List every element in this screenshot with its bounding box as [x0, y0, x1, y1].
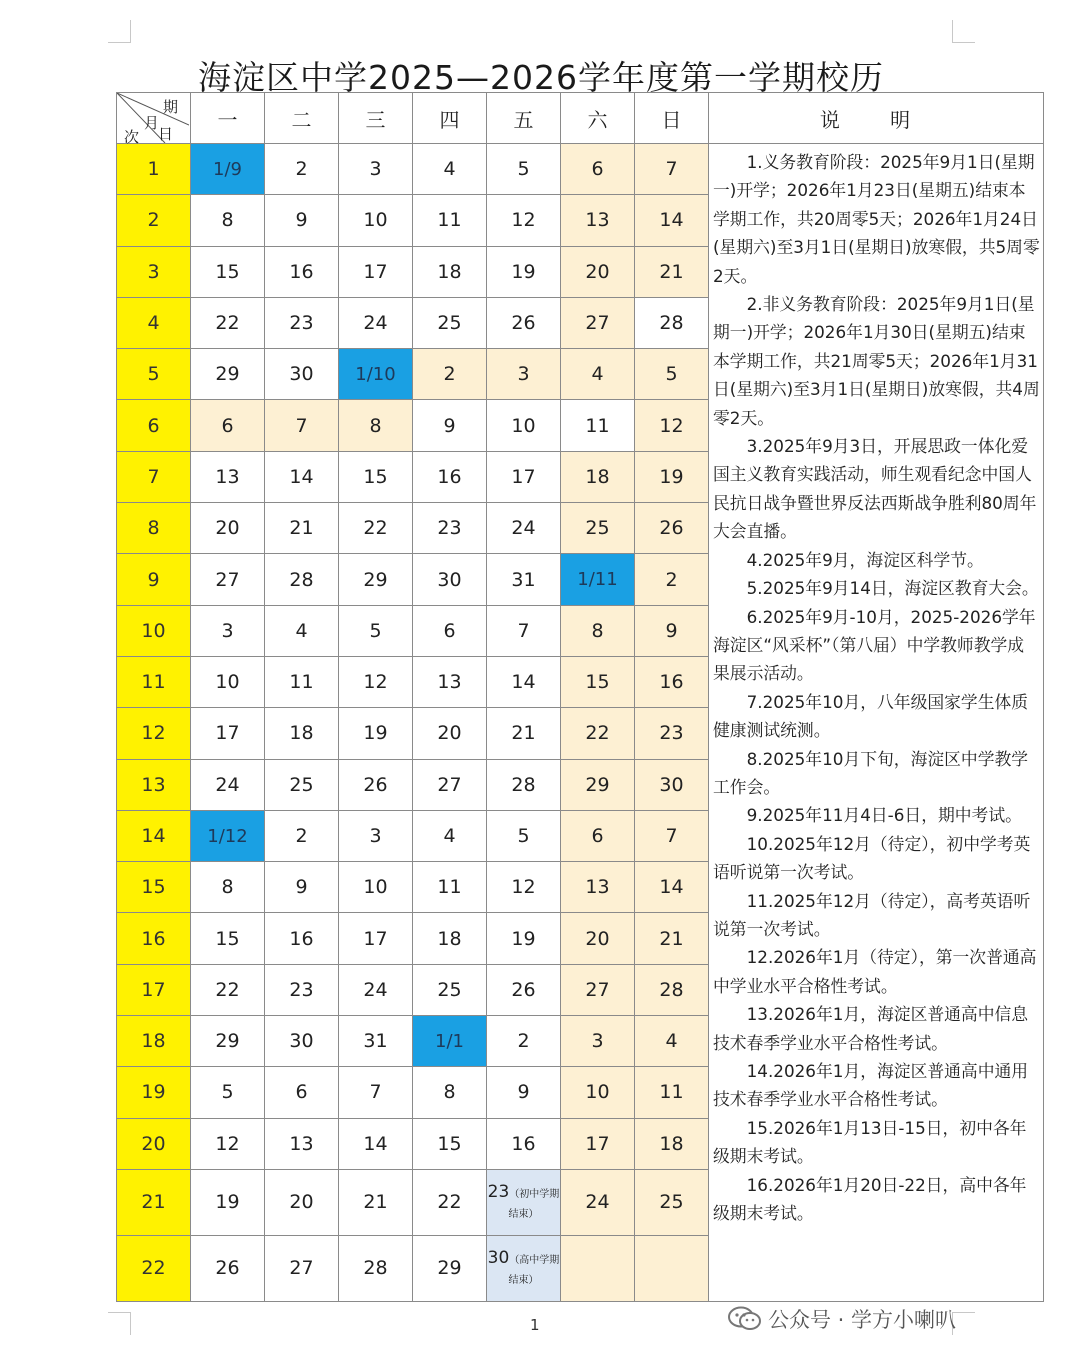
day-cell: 9 [265, 195, 339, 246]
day-cell: 8 [413, 1067, 487, 1118]
day-cell: 19 [487, 246, 561, 297]
week-number-cell: 4 [117, 297, 191, 348]
day-cell: 27 [265, 1235, 339, 1301]
note-item: 2.非义务教育阶段：2025年9月1日(星期一)开学；2026年1月30日(星期五)结束本学期工作，共21周零5天；2026年1月31日(星期六)至3月1日(星期日)放寒假，共4周零2天。 [713, 294, 1040, 428]
week-number-cell: 18 [117, 1016, 191, 1067]
day-cell: 6 [561, 810, 635, 861]
week-number-cell: 21 [117, 1169, 191, 1235]
day-cell: 3 [487, 349, 561, 400]
day-cell: 27 [561, 964, 635, 1015]
day-cell: 25 [413, 297, 487, 348]
day-cell: 14 [635, 195, 709, 246]
day-cell: 26 [339, 759, 413, 810]
weekday-header: 五 [487, 93, 561, 144]
note-item: 11.2025年12月（待定），高考英语听说第一次考试。 [713, 890, 1031, 939]
day-cell: 18 [413, 913, 487, 964]
semester-end-note: （初中学期结束） [508, 1189, 560, 1221]
day-cell: 5 [635, 349, 709, 400]
page-number: 1 [530, 1316, 540, 1334]
weekday-header: 二 [265, 93, 339, 144]
weekday-header: 四 [413, 93, 487, 144]
day-cell: 8 [339, 400, 413, 451]
day-cell: 13 [413, 656, 487, 707]
day-cell: 2 [265, 810, 339, 861]
day-cell: 23 [413, 503, 487, 554]
day-cell: 25 [265, 759, 339, 810]
week-number-cell: 12 [117, 708, 191, 759]
day-cell: 20 [265, 1169, 339, 1235]
day-cell: 27 [413, 759, 487, 810]
day-cell: 25 [635, 1169, 709, 1235]
note-item: 1.义务教育阶段：2025年9月1日(星期一)开学；2026年1月23日(星期五)结束本学期工作，共20周零5天；2026年1月24日(星期六)至3月1日(星期日)放寒假，共5周零2天。 [713, 152, 1040, 286]
day-cell: 12 [339, 656, 413, 707]
day-cell: 4 [265, 605, 339, 656]
week-number-cell: 10 [117, 605, 191, 656]
day-cell: 7 [635, 144, 709, 195]
notes-header: 说 明 [709, 93, 1044, 144]
month-start-day-cell: 1/12 [191, 810, 265, 861]
day-cell: 10 [191, 656, 265, 707]
day-cell: 2 [265, 144, 339, 195]
week-number-cell: 22 [117, 1235, 191, 1301]
day-cell: 16 [265, 246, 339, 297]
day-cell: 28 [339, 1235, 413, 1301]
day-cell: 23 [265, 297, 339, 348]
day-cell: 28 [487, 759, 561, 810]
day-cell: 12 [487, 862, 561, 913]
week-number-cell: 5 [117, 349, 191, 400]
day-cell: 18 [561, 451, 635, 502]
day-cell: 26 [191, 1235, 265, 1301]
week-number-cell: 9 [117, 554, 191, 605]
day-cell: 27 [561, 297, 635, 348]
day-cell: 21 [635, 913, 709, 964]
day-cell: 10 [339, 195, 413, 246]
day-cell: 10 [487, 400, 561, 451]
week-number-cell: 7 [117, 451, 191, 502]
day-cell: 15 [339, 451, 413, 502]
day-cell: 22 [339, 503, 413, 554]
watermark [728, 1304, 956, 1334]
day-cell: 5 [487, 810, 561, 861]
day-cell: 4 [413, 144, 487, 195]
note-item: 9.2025年11月4日-6日，期中考试。 [746, 805, 1022, 826]
day-cell: 31 [487, 554, 561, 605]
crop-mark-top-right [952, 20, 975, 43]
day-cell: 28 [265, 554, 339, 605]
week-number-cell: 14 [117, 810, 191, 861]
calendar-week-row [117, 144, 1044, 195]
day-cell: 9 [413, 400, 487, 451]
day-cell: 29 [339, 554, 413, 605]
week-number-cell: 17 [117, 964, 191, 1015]
day-cell: 8 [561, 605, 635, 656]
day-cell: 16 [487, 1118, 561, 1169]
middle-school-semester-end-cell [487, 1169, 561, 1235]
week-number-cell: 3 [117, 246, 191, 297]
day-cell [561, 1235, 635, 1301]
day-cell: 24 [339, 964, 413, 1015]
note-item: 16.2026年1月20日-22日，高中各年级期末考试。 [713, 1174, 1027, 1224]
header-row [117, 93, 1044, 144]
day-cell: 22 [561, 708, 635, 759]
semester-end-day: 30 [487, 1248, 510, 1269]
day-cell: 29 [191, 1016, 265, 1067]
note-item: 8.2025年10月下旬，海淀区中学教学工作会。 [713, 748, 1029, 797]
day-cell: 6 [413, 605, 487, 656]
week-number-cell: 1 [117, 144, 191, 195]
day-cell: 11 [635, 1067, 709, 1118]
week-number-cell: 20 [117, 1118, 191, 1169]
note-item: 6.2025年9月-10月，2025-2026学年海淀区“风采杯”（第八届）中学教师教学成果展示活动。 [713, 606, 1036, 684]
day-cell: 16 [635, 656, 709, 707]
day-cell: 11 [413, 195, 487, 246]
day-cell: 14 [339, 1118, 413, 1169]
day-cell: 24 [561, 1169, 635, 1235]
day-cell [635, 1235, 709, 1301]
day-cell: 15 [191, 246, 265, 297]
high-school-semester-end-cell [487, 1235, 561, 1301]
note-item: 4.2025年9月，海淀区科学节。 [746, 549, 984, 570]
day-cell: 19 [191, 1169, 265, 1235]
day-cell: 28 [635, 964, 709, 1015]
day-cell: 11 [413, 862, 487, 913]
day-cell: 4 [413, 810, 487, 861]
day-cell: 21 [487, 708, 561, 759]
day-cell: 20 [561, 913, 635, 964]
day-cell: 13 [191, 451, 265, 502]
day-cell: 21 [339, 1169, 413, 1235]
school-calendar-table [116, 92, 1044, 1302]
week-number-cell: 16 [117, 913, 191, 964]
corner-header-cell [117, 93, 191, 144]
day-cell: 2 [635, 554, 709, 605]
day-cell: 15 [561, 656, 635, 707]
day-cell: 4 [561, 349, 635, 400]
month-start-day-cell: 1/10 [339, 349, 413, 400]
week-number-cell: 2 [117, 195, 191, 246]
day-cell: 14 [265, 451, 339, 502]
day-cell: 27 [191, 554, 265, 605]
day-cell: 7 [339, 1067, 413, 1118]
day-cell: 26 [487, 297, 561, 348]
day-cell: 19 [339, 708, 413, 759]
day-cell: 9 [265, 862, 339, 913]
note-item: 14.2026年1月，海淀区普通高中通用技术春季学业水平合格性考试。 [713, 1061, 1029, 1110]
notes-column [709, 144, 1044, 1302]
day-cell: 24 [487, 503, 561, 554]
day-cell: 29 [561, 759, 635, 810]
day-cell: 20 [191, 503, 265, 554]
day-cell: 16 [265, 913, 339, 964]
day-cell: 14 [487, 656, 561, 707]
day-cell: 13 [265, 1118, 339, 1169]
day-cell: 25 [561, 503, 635, 554]
day-cell: 13 [561, 195, 635, 246]
day-cell: 13 [561, 862, 635, 913]
day-cell: 5 [487, 144, 561, 195]
day-cell: 2 [487, 1016, 561, 1067]
day-cell: 19 [635, 451, 709, 502]
day-cell: 30 [265, 1016, 339, 1067]
day-cell: 10 [339, 862, 413, 913]
day-cell: 17 [191, 708, 265, 759]
note-item: 15.2026年1月13日-15日，初中各年级期末考试。 [713, 1117, 1027, 1167]
day-cell: 3 [191, 605, 265, 656]
day-cell: 7 [487, 605, 561, 656]
day-cell: 3 [339, 810, 413, 861]
day-cell: 6 [191, 400, 265, 451]
semester-end-day: 23 [487, 1182, 510, 1203]
month-start-day-cell: 1/11 [561, 554, 635, 605]
day-cell: 16 [413, 451, 487, 502]
day-cell: 3 [339, 144, 413, 195]
day-cell: 29 [413, 1235, 487, 1301]
day-cell: 26 [487, 964, 561, 1015]
weekday-header: 一 [191, 93, 265, 144]
crop-mark-top-left [108, 20, 131, 43]
day-cell: 8 [191, 862, 265, 913]
note-item: 7.2025年10月，八年级国家学生体质健康测试统测。 [713, 691, 1029, 741]
day-cell: 22 [191, 297, 265, 348]
day-cell: 5 [339, 605, 413, 656]
day-cell: 17 [561, 1118, 635, 1169]
day-cell: 22 [413, 1169, 487, 1235]
day-cell: 2 [413, 349, 487, 400]
day-cell: 3 [561, 1016, 635, 1067]
day-cell: 23 [635, 708, 709, 759]
day-cell: 6 [265, 1067, 339, 1118]
day-cell: 12 [191, 1118, 265, 1169]
day-cell: 9 [635, 605, 709, 656]
weekday-header: 日 [635, 93, 709, 144]
day-cell: 10 [561, 1067, 635, 1118]
semester-end-note: （高中学期结束） [508, 1255, 560, 1287]
day-cell: 24 [339, 297, 413, 348]
day-cell: 12 [487, 195, 561, 246]
week-number-cell: 15 [117, 862, 191, 913]
day-cell: 19 [487, 913, 561, 964]
day-cell: 11 [561, 400, 635, 451]
day-cell: 17 [339, 246, 413, 297]
day-cell: 5 [191, 1067, 265, 1118]
day-cell: 20 [413, 708, 487, 759]
day-cell: 18 [413, 246, 487, 297]
page-title: 海淀区中学2025—2026学年度第一学期校历 [198, 58, 884, 97]
day-cell: 11 [265, 656, 339, 707]
day-cell: 21 [265, 503, 339, 554]
week-number-cell: 6 [117, 400, 191, 451]
corner-label-week-top: 期 [163, 98, 179, 116]
day-cell: 14 [635, 862, 709, 913]
day-cell: 7 [265, 400, 339, 451]
day-cell: 6 [561, 144, 635, 195]
day-cell: 24 [191, 759, 265, 810]
day-cell: 7 [635, 810, 709, 861]
day-cell: 18 [265, 708, 339, 759]
crop-mark-bottom-left [108, 1312, 131, 1335]
day-cell: 8 [191, 195, 265, 246]
day-cell: 25 [413, 964, 487, 1015]
corner-label-week-bottom: 次 [124, 128, 140, 146]
day-cell: 29 [191, 349, 265, 400]
month-start-day-cell: 1/1 [413, 1016, 487, 1067]
day-cell: 17 [339, 913, 413, 964]
weekday-header: 三 [339, 93, 413, 144]
day-cell: 31 [339, 1016, 413, 1067]
corner-label-day: 日 [158, 125, 174, 143]
day-cell: 9 [487, 1067, 561, 1118]
day-cell: 18 [635, 1118, 709, 1169]
note-item: 12.2026年1月（待定），第一次普通高中学业水平合格性考试。 [713, 947, 1037, 996]
day-cell: 23 [265, 964, 339, 1015]
day-cell: 12 [635, 400, 709, 451]
day-cell: 4 [635, 1016, 709, 1067]
note-item: 5.2025年9月14日，海淀区教育大会。 [746, 578, 1039, 599]
day-cell: 30 [413, 554, 487, 605]
day-cell: 28 [635, 297, 709, 348]
day-cell: 21 [635, 246, 709, 297]
wechat-logo-icon [728, 1306, 762, 1332]
month-start-day-cell: 1/9 [191, 144, 265, 195]
day-cell: 26 [635, 503, 709, 554]
note-item: 10.2025年12月（待定），初中学考英语听说第一次考试。 [713, 833, 1031, 883]
note-item: 13.2026年1月，海淀区普通高中信息技术春季学业水平合格性考试。 [713, 1004, 1029, 1053]
note-item: 3.2025年9月3日，开展思政一体化爱国主义教育实践活动，师生观看纪念中国人民抗日战争暨世界反法西斯战争胜利80周年大会直播。 [713, 436, 1037, 542]
day-cell: 15 [191, 913, 265, 964]
week-number-cell: 19 [117, 1067, 191, 1118]
day-cell: 17 [487, 451, 561, 502]
day-cell: 15 [413, 1118, 487, 1169]
corner-label-month: 月 [144, 114, 160, 132]
day-cell: 22 [191, 964, 265, 1015]
day-cell: 20 [561, 246, 635, 297]
watermark-text: 公众号 · 学方小喇叭 [768, 1308, 957, 1332]
day-cell: 30 [265, 349, 339, 400]
week-number-cell: 11 [117, 656, 191, 707]
week-number-cell: 13 [117, 759, 191, 810]
week-number-cell: 8 [117, 503, 191, 554]
weekday-header: 六 [561, 93, 635, 144]
day-cell: 30 [635, 759, 709, 810]
